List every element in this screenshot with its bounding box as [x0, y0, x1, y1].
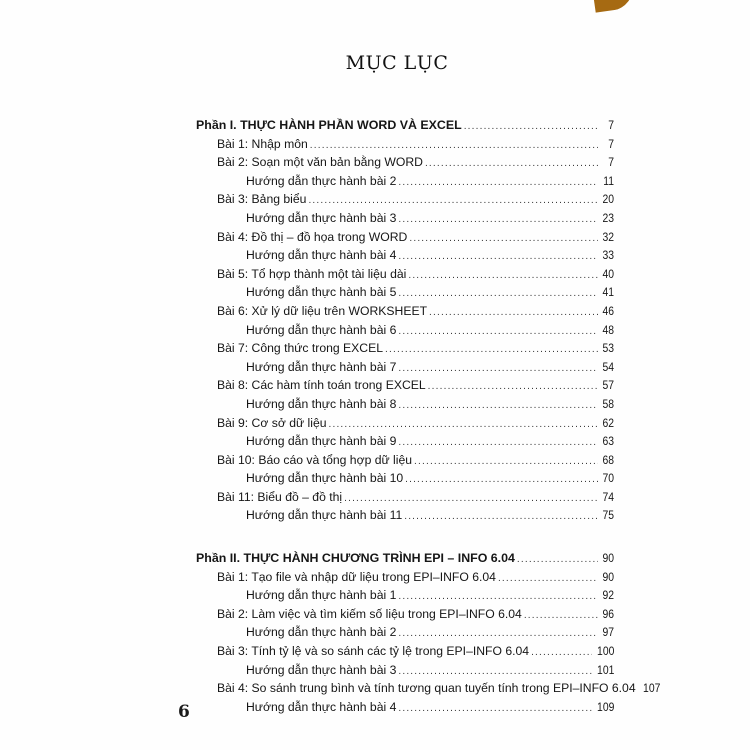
dot-leader	[344, 493, 598, 504]
toc-entry-label: Hướng dẫn thực hành bài 5	[246, 285, 397, 300]
toc-page-number: 20	[602, 192, 614, 207]
dot-leader	[385, 344, 598, 355]
page-number: 6	[178, 702, 190, 722]
toc-page-number: 33	[602, 248, 614, 263]
toc-guide-entry	[196, 663, 614, 682]
toc-page-number: 11	[603, 173, 614, 188]
toc-lesson-entry	[196, 644, 614, 663]
toc-guide-entry	[196, 323, 614, 342]
toc-entry-label: Bài 7: Công thức trong EXCEL	[217, 341, 384, 356]
toc-part1-entries	[196, 137, 614, 527]
toc-part-heading	[196, 118, 614, 137]
toc-part-label: Phần I. THỰC HÀNH PHẦN WORD VÀ EXCEL	[196, 118, 462, 132]
toc-lesson-entry	[196, 192, 614, 211]
toc-guide-entry	[196, 285, 614, 304]
toc-page-number: 7	[608, 155, 614, 170]
toc-entry-label: Bài 11: Biểu đồ – đồ thị	[217, 489, 343, 504]
toc-page-number: 46	[602, 303, 614, 318]
dot-leader	[398, 703, 591, 714]
toc-entry-label: Bài 1: Tạo file và nhập dữ liệu trong EPI–INFO 6.04	[217, 569, 496, 584]
dot-leader	[404, 511, 598, 522]
toc-lesson-entry	[196, 490, 614, 509]
toc-entry-label: Bài 1: Nhập môn	[217, 136, 308, 151]
dot-leader	[517, 554, 598, 565]
toc-page-number: 90	[602, 569, 614, 584]
toc-entry-label: Hướng dẫn thực hành bài 3	[246, 210, 397, 225]
toc-page-number: 32	[602, 229, 614, 244]
toc-entry-label: Bài 9: Cơ sở dữ liệu	[217, 415, 327, 430]
toc-page-number: 7	[608, 136, 614, 151]
toc-part-label: Phần II. THỰC HÀNH CHƯƠNG TRÌNH EPI – INFO 6.04	[196, 551, 515, 566]
dot-leader	[398, 400, 598, 411]
toc-page-number: 90	[602, 551, 614, 566]
toc-part2-entries	[196, 569, 660, 719]
dot-leader	[428, 381, 598, 392]
toc-page-number: 75	[602, 508, 614, 523]
toc-page-number: 62	[602, 415, 614, 430]
toc-lesson-entry	[196, 230, 614, 249]
dot-leader	[398, 591, 598, 602]
dot-leader	[425, 158, 598, 169]
toc-guide-entry	[196, 471, 614, 490]
toc-entry-label: Bài 3: Bảng biểu	[217, 192, 307, 207]
toc-page-number: 57	[602, 378, 614, 393]
toc-entry-label: Bài 4: So sánh trung bình và tính tương quan tuyến tính trong EPI–INFO 6.04	[217, 681, 636, 696]
toc-entry-label: Hướng dẫn thực hành bài 11	[246, 508, 403, 523]
dot-leader	[398, 628, 598, 639]
dot-leader	[398, 214, 598, 225]
toc-entry-label: Hướng dẫn thực hành bài 4	[246, 699, 397, 714]
dot-leader	[398, 437, 598, 448]
page-corner-edge	[593, 0, 636, 13]
toc-lesson-entry	[196, 453, 614, 472]
toc-page-number: 40	[602, 266, 614, 281]
toc-entry-label: Hướng dẫn thực hành bài 2	[246, 173, 397, 188]
toc-lesson-entry	[196, 137, 614, 156]
table-of-contents	[196, 118, 660, 718]
toc-part-heading	[196, 551, 614, 570]
section-gap	[196, 527, 614, 551]
dot-leader	[498, 573, 598, 584]
toc-page-number: 100	[596, 644, 614, 659]
toc-entry-label: Bài 5: Tổ hợp thành một tài liệu dài	[217, 266, 407, 281]
toc-lesson-entry	[196, 304, 614, 323]
toc-entry-label: Hướng dẫn thực hành bài 8	[246, 396, 397, 411]
toc-page-number: 101	[596, 662, 614, 677]
dot-leader	[409, 233, 598, 244]
toc-guide-entry	[196, 588, 614, 607]
toc-guide-entry	[196, 248, 614, 267]
toc-page-number: 63	[602, 434, 614, 449]
dot-leader	[429, 307, 598, 318]
toc-page-number: 74	[602, 489, 614, 504]
toc-page-number: 68	[602, 452, 614, 467]
toc-lesson-entry	[196, 378, 614, 397]
toc-page-number: 48	[602, 322, 614, 337]
toc-guide-entry	[196, 434, 614, 453]
dot-leader	[524, 610, 598, 621]
dot-leader	[310, 140, 598, 151]
dot-leader	[329, 419, 599, 430]
dot-leader	[408, 270, 598, 281]
toc-page-number: 92	[602, 588, 614, 603]
toc-page-number: 97	[602, 625, 614, 640]
toc-page-number: 70	[602, 471, 614, 486]
dot-leader	[405, 474, 598, 485]
toc-page-number: 96	[602, 606, 614, 621]
toc-lesson-entry	[196, 607, 614, 626]
toc-page-number: 107	[642, 681, 660, 696]
toc-entry-label: Hướng dẫn thực hành bài 3	[246, 662, 397, 677]
page-title: MỤC LỤC	[345, 52, 449, 74]
toc-entry-label: Bài 3: Tính tỷ lệ và so sánh các tỷ lệ trong EPI–INFO 6.04	[217, 644, 530, 659]
toc-page-number: 41	[602, 285, 614, 300]
toc-page-number: 109	[596, 699, 614, 714]
toc-entry-label: Bài 10: Báo cáo và tổng hợp dữ liệu	[217, 452, 413, 467]
dot-leader	[414, 456, 598, 467]
dot-leader	[398, 251, 598, 262]
toc-lesson-entry	[196, 267, 614, 286]
toc-page-number: 54	[602, 359, 614, 374]
toc-lesson-entry	[196, 341, 614, 360]
dot-leader	[398, 288, 598, 299]
toc-page-number: 58	[602, 396, 614, 411]
toc-page-number: 23	[602, 210, 614, 225]
toc-entry-label: Hướng dẫn thực hành bài 1	[246, 588, 397, 603]
toc-lesson-entry	[196, 155, 614, 174]
toc-entry-label: Bài 8: Các hàm tính toán trong EXCEL	[217, 378, 426, 393]
toc-guide-entry	[196, 360, 614, 379]
toc-entry-label: Hướng dẫn thực hành bài 2	[246, 625, 397, 640]
toc-entry-label: Hướng dẫn thực hành bài 6	[246, 322, 397, 337]
toc-entry-label: Bài 2: Soạn một văn bản bằng WORD	[217, 155, 423, 170]
dot-leader	[308, 195, 598, 206]
dot-leader	[531, 647, 592, 658]
dot-leader	[398, 363, 598, 374]
toc-lesson-entry	[196, 570, 614, 589]
dot-leader	[464, 121, 598, 132]
toc-page-number: 53	[602, 341, 614, 356]
toc-guide-entry	[196, 700, 614, 719]
toc-entry-label: Bài 4: Đồ thị – đồ họa trong WORD	[217, 229, 408, 244]
dot-leader	[398, 177, 598, 188]
toc-entry-label: Bài 6: Xử lý dữ liệu trên WORKSHEET	[217, 303, 428, 318]
toc-entry-label: Hướng dẫn thực hành bài 4	[246, 248, 397, 263]
toc-lesson-entry	[196, 681, 660, 700]
dot-leader	[398, 326, 598, 337]
toc-guide-entry	[196, 508, 614, 527]
dot-leader	[398, 666, 591, 677]
toc-entry-label: Hướng dẫn thực hành bài 10	[246, 471, 404, 486]
toc-guide-entry	[196, 397, 614, 416]
toc-guide-entry	[196, 211, 614, 230]
toc-entry-label: Hướng dẫn thực hành bài 7	[246, 359, 397, 374]
toc-lesson-entry	[196, 416, 614, 435]
toc-guide-entry	[196, 174, 614, 193]
toc-entry-label: Bài 2: Làm việc và tìm kiếm số liệu trong EPI–INFO 6.04	[217, 606, 522, 621]
toc-page-number: 7	[608, 118, 614, 132]
toc-entry-label: Hướng dẫn thực hành bài 9	[246, 434, 397, 449]
toc-guide-entry	[196, 625, 614, 644]
